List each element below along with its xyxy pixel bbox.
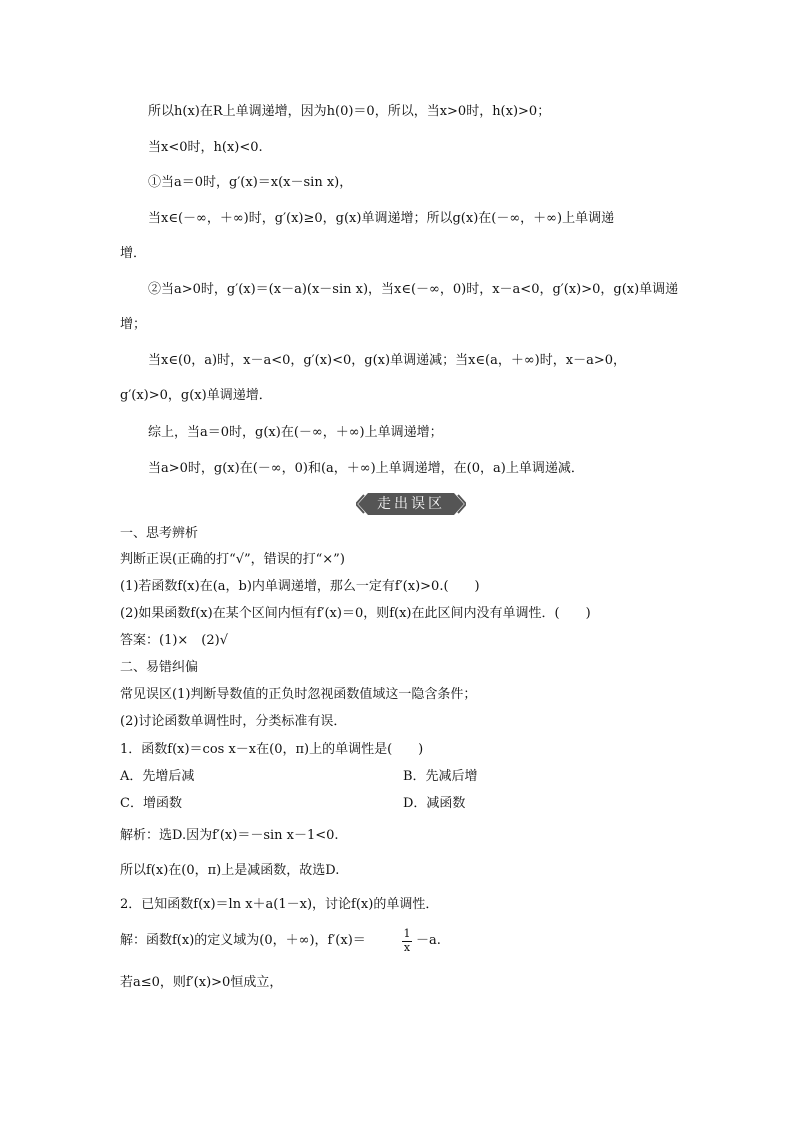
- fraction-denominator: x: [403, 941, 411, 954]
- text-line: g′(x)>0，g(x)单调递增．: [120, 388, 272, 403]
- text-line: (2)讨论函数单调性时，分类标准有误．: [120, 714, 347, 729]
- text-line: 所以h(x)在R上单调递增，因为h(0)＝0，所以，当x>0时，h(x)>0；: [148, 104, 551, 119]
- question-item: (2)如果函数f(x)在某个区间内恒有f′(x)＝0，则f(x)在此区间内没有单调性．( ): [120, 606, 591, 621]
- option-b: B．先减后增: [403, 769, 478, 784]
- answer-line: 答案：(1)× (2)√: [120, 633, 229, 648]
- section-heading: 一、思考辨析: [120, 526, 199, 541]
- text-line: 综上，当a＝0时，g(x)在(－∞，＋∞)上单调递增；: [148, 425, 443, 440]
- section-heading: 二、易错纠偏: [120, 660, 199, 675]
- text-line: 增．: [120, 246, 147, 261]
- question-item: 2．已知函数f(x)＝ln x＋a(1－x)，讨论f(x)的单调性．: [120, 897, 439, 912]
- solution-line: 所以f(x)在(0，π)上是减函数，故选D.: [120, 863, 340, 878]
- solution-prefix: 解：函数f(x)的定义域为(0，＋∞)，f′(x)＝: [120, 933, 366, 948]
- question-item: 1．函数f(x)＝cos x－x在(0，π)上的单调性是( ): [120, 742, 424, 757]
- text-line: 增；: [120, 317, 147, 332]
- text-line: 当x∈(－∞，＋∞)时，g′(x)≥0，g(x)单调递增；所以g(x)在(－∞，＋∞)上单调递: [148, 211, 615, 226]
- text-line: 当a>0时，g(x)在(－∞，0)和(a，＋∞)上单调递增，在(0，a)上单调递减．: [148, 461, 584, 476]
- option-a: A．先增后减: [120, 769, 195, 784]
- solution-line: 若a≤0，则f′(x)>0恒成立，: [120, 975, 283, 990]
- text-line: 当x∈(0，a)时，x－a<0，g′(x)<0，g(x)单调递减；当x∈(a，＋∞)时，x－a>0，: [148, 353, 626, 368]
- option-d: D．减函数: [403, 796, 466, 811]
- banner-title: 走出误区: [377, 496, 445, 512]
- section-banner: [356, 492, 466, 516]
- fraction-numerator: 1: [403, 927, 411, 940]
- text-line: ②当a>0时，g′(x)＝(x－a)(x－sin x)，当x∈(－∞，0)时，x－a<0，g′(x)>0，g(x)单调递: [148, 282, 679, 297]
- text-line: 当x<0时，h(x)<0.: [148, 140, 263, 155]
- text-line: ①当a＝0时，g′(x)＝x(x－sin x)，: [148, 175, 353, 190]
- question-item: (1)若函数f(x)在(a，b)内单调递增，那么一定有f′(x)>0.( ): [120, 579, 480, 594]
- solution-line: 解析：选D.因为f′(x)＝－sin x－1<0.: [120, 828, 339, 843]
- option-c: C．增函数: [120, 796, 182, 811]
- text-line: 判断正误(正确的打“√”，错误的打“×”): [120, 552, 345, 567]
- solution-suffix: －a.: [416, 933, 441, 948]
- text-line: 常见误区(1)判断导数值的正负时忽视函数值域这一隐含条件；: [120, 687, 477, 702]
